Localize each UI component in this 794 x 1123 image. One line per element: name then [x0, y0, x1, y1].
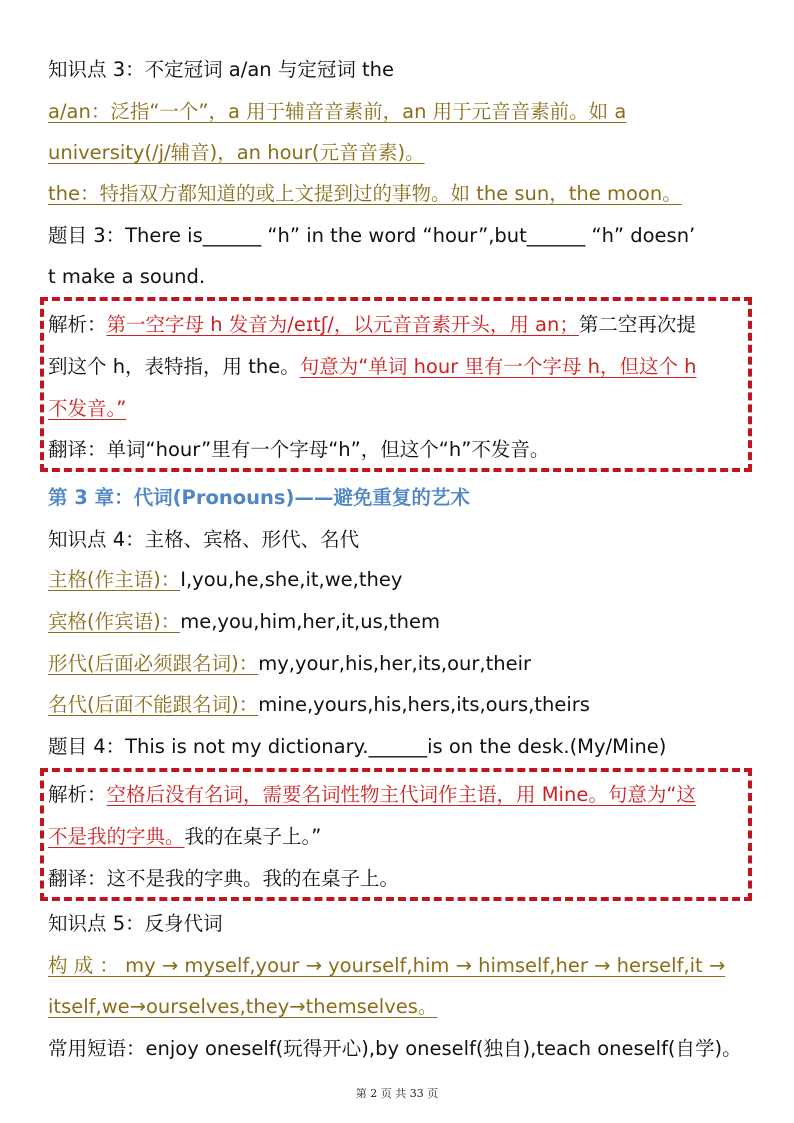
chapter-3-heading: 第 3 章：代词(Pronouns)——避免重复的艺术	[48, 486, 470, 509]
knowledge-point-5-title: 知识点 5：反身代词	[48, 912, 223, 935]
question-3-line-1: 题目 3：There is______ “h” in the word “hour”,but______ “h” doesn’	[48, 224, 696, 247]
pronoun-label: 宾格(作宾语)：	[48, 610, 181, 633]
pronoun-values: mine,yours,his,hers,its,ours,theirs	[258, 693, 590, 716]
answer-label: 解析：	[48, 783, 107, 806]
answer-3-red-text-1: 第一空字母 h 发音为/eɪtʃ/，以元音音素开头，用 an；	[106, 313, 579, 336]
knowledge-point-4-title: 知识点 4：主格、宾格、形代、名代	[48, 528, 360, 551]
knowledge-point-3-line-1: a/an：泛指“一个”，a 用于辅音音素前，an 用于元音音素前。如 a	[48, 100, 627, 123]
pronoun-row-nominal	[48, 692, 746, 718]
pronoun-label: 形代(后面必须跟名词)：	[48, 652, 259, 675]
knowledge-point-5-line-2: itself,we→ourselves,they→themselves。	[48, 995, 438, 1018]
knowledge-point-3-title: 知识点 3：不定冠词 a/an 与定冠词 the	[48, 58, 395, 81]
pronoun-values: I,you,he,she,it,we,they	[180, 568, 403, 591]
answer-4-text-2: 我的在桌子上。”	[184, 825, 322, 848]
pronoun-values: my,your,his,her,its,our,their	[258, 652, 532, 675]
pronoun-row-adjective	[48, 651, 746, 677]
pronoun-label: 名代(后面不能跟名词)：	[48, 693, 259, 716]
page-footer: 第 2 页 共 33 页	[355, 1087, 439, 1100]
knowledge-point-3-line-2: university(/j/辅音)，an hour(元音音素)。	[48, 141, 425, 164]
answer-3-red-text-2: 句意为“单词 hour 里有一个字母 h，但这个 h	[299, 355, 697, 378]
question-4: 题目 4：This is not my dictionary.______is on the desk.(My/Mine)	[48, 735, 667, 758]
answer-3-translation: 翻译：单词“hour”里有一个字母“h”，但这个“h”不发音。	[48, 438, 550, 461]
answer-3-line-2	[48, 354, 746, 380]
knowledge-point-5-line-1: 构 成 ： my → myself,your → yourself,him → himself,her → herself,it →	[48, 954, 726, 977]
answer-4-red-text-1: 空格后没有名词，需要名词性物主代词作主语，用 Mine。句意为“这	[106, 783, 696, 806]
answer-4-translation: 翻译：这不是我的字典。我的在桌子上。	[48, 867, 400, 890]
answer-4-line-1	[48, 782, 746, 808]
knowledge-point-5-line-3: 常用短语：enjoy oneself(玩得开心),by oneself(独自),teach oneself(自学)。	[48, 1037, 742, 1060]
answer-4-line-2	[48, 824, 746, 850]
answer-4-red-text-2: 不是我的字典。	[48, 825, 185, 848]
knowledge-point-3-line-3: the：特指双方都知道的或上文提到过的事物。如 the sun，the moon。	[48, 182, 682, 205]
answer-3-text-1: 第二空再次提	[578, 313, 696, 336]
answer-label: 解析：	[48, 313, 107, 336]
pronoun-row-subject	[48, 567, 746, 593]
question-3-line-2: t make a sound.	[48, 265, 206, 288]
answer-3-text-2: 到这个 h，表特指，用 the。	[48, 355, 300, 378]
pronoun-row-object	[48, 609, 746, 635]
answer-3-line-3: 不发音。”	[48, 397, 127, 420]
pronoun-label: 主格(作主语)：	[48, 568, 181, 591]
answer-3-line-1	[48, 312, 746, 338]
pronoun-values: me,you,him,her,it,us,them	[180, 610, 440, 633]
